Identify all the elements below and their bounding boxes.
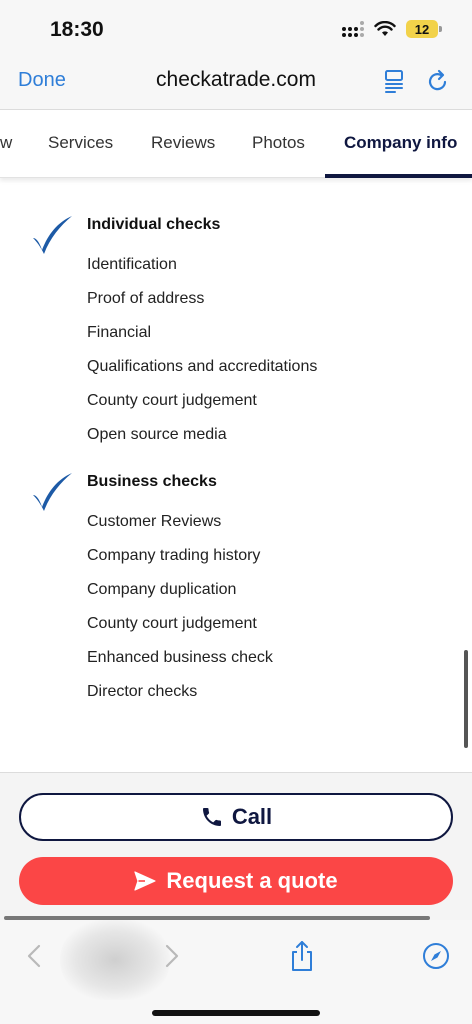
reload-icon[interactable] xyxy=(426,68,450,94)
wifi-icon xyxy=(374,21,396,37)
request-quote-label: Request a quote xyxy=(166,868,338,893)
blurred-region xyxy=(60,920,170,1000)
tab-services[interactable]: Services xyxy=(48,133,114,152)
business-checks-title: Business checks xyxy=(87,473,217,490)
checkmark-icon xyxy=(30,214,76,254)
check-item: County court judgement xyxy=(87,615,257,632)
compass-icon[interactable] xyxy=(422,942,450,970)
check-item: Financial xyxy=(87,324,152,341)
signal-icon xyxy=(342,21,364,37)
done-button[interactable]: Done xyxy=(18,69,66,91)
check-item: County court judgement xyxy=(87,392,257,409)
status-icons xyxy=(342,20,438,38)
browser-bottom-bar xyxy=(0,920,472,1024)
call-button[interactable] xyxy=(19,793,453,841)
tab-company-info[interactable]: Company info xyxy=(344,133,458,152)
individual-checks-title: Individual checks xyxy=(87,216,221,233)
check-item: Open source media xyxy=(87,426,227,443)
checkmark-icon xyxy=(30,471,76,511)
back-icon[interactable] xyxy=(24,942,46,970)
active-tab-underline xyxy=(325,174,472,178)
call-label: Call xyxy=(231,804,273,829)
tab-photos[interactable]: Photos xyxy=(252,133,305,152)
send-icon xyxy=(134,871,156,891)
status-bar xyxy=(0,0,472,56)
request-quote-button[interactable] xyxy=(19,857,453,905)
check-item: Director checks xyxy=(87,683,198,700)
check-item: Company trading history xyxy=(87,547,261,564)
forward-icon[interactable] xyxy=(160,942,182,970)
check-item: Enhanced business check xyxy=(87,649,273,666)
battery-icon xyxy=(406,20,438,38)
battery-level: 12 xyxy=(414,21,430,37)
browser-toolbar xyxy=(0,56,472,110)
phone-icon xyxy=(200,805,224,829)
tab-overview[interactable]: w xyxy=(0,133,13,152)
tab-reviews[interactable]: Reviews xyxy=(151,133,216,152)
vertical-scrollbar[interactable] xyxy=(464,650,468,748)
action-panel xyxy=(0,772,472,920)
status-time: 18:30 xyxy=(50,18,104,41)
reader-icon[interactable] xyxy=(382,68,406,94)
check-item: Proof of address xyxy=(87,290,205,307)
home-indicator xyxy=(152,1010,320,1016)
check-item: Identification xyxy=(87,256,177,273)
check-item: Qualifications and accreditations xyxy=(87,358,318,375)
check-item: Company duplication xyxy=(87,581,237,598)
url-display[interactable]: checkatrade.com xyxy=(156,68,316,91)
check-item: Customer Reviews xyxy=(87,513,222,530)
share-icon[interactable] xyxy=(289,940,315,972)
tab-bar xyxy=(0,110,472,178)
